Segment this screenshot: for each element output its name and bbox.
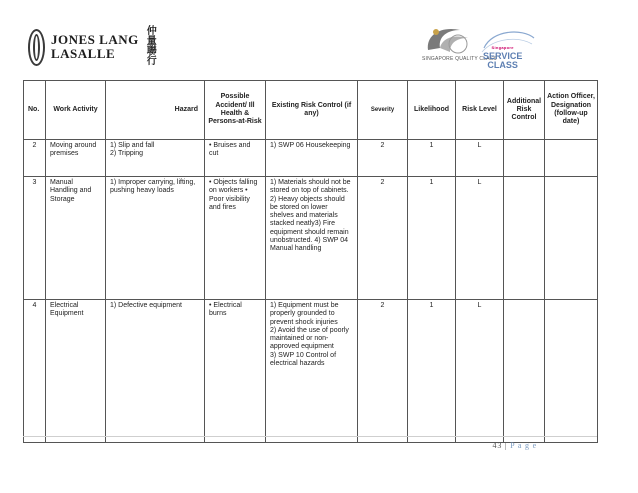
cell-no: 3 [24,177,46,300]
cell-no: 4 [24,300,46,443]
cell-control: 1) Materials should not be stored on top of cabinets. 2) Heavy objects should be stored on lower shelves and materials stacked neatly3) Fire equipment should remain unobstructed. 4) SWP 04 Manual handling [266,177,358,300]
col-work-activity: Work Activity [46,81,106,140]
cell-no: 2 [24,140,46,177]
jll-brand-text [51,33,139,61]
quality-class-label: SINGAPORE QUALITY CLASS [422,56,497,62]
cell-control: 1) Equipment must be properly grounded to prevent shock injuries 2) Avoid the use of poorly maintained or non-approved equipment 3) SWP 10 Control of electrical hazards [266,300,358,443]
service-small-label: Singapore [491,45,514,50]
col-no: No. [24,81,46,140]
page-footer [493,441,537,450]
col-hazard: Hazard [106,81,205,140]
service-line1: SERVICE [483,51,523,61]
cell-activity: Moving around premises [46,140,106,177]
cell-accident: • Bruises and cut [205,140,266,177]
cell-action [545,140,598,177]
service-line2: CLASS [487,60,518,70]
table-row [24,300,598,443]
jll-cjk-text: 仲量聯行 [146,26,157,67]
cell-risk-level: L [456,300,504,443]
cell-activity: Manual Handling and Storage [46,177,106,300]
cell-control: 1) SWP 06 Housekeeping [266,140,358,177]
cell-risk-level: L [456,140,504,177]
footer-separator: | [504,441,511,450]
cell-severity: 2 [358,140,408,177]
jll-ring-icon [28,29,45,66]
cell-likelihood: 1 [408,177,456,300]
quality-logos [420,20,540,75]
cell-hazard: 1) Defective equipment [106,300,205,443]
table-row [24,177,598,300]
cell-action [545,177,598,300]
cell-additional [504,177,545,300]
risk-assessment-table [23,80,598,443]
jll-logo [28,27,157,67]
cell-hazard: 1) Improper carrying, lifting, pushing heavy loads [106,177,205,300]
cell-likelihood: 1 [408,140,456,177]
cell-activity: Electrical Equipment [46,300,106,443]
table-header-row [24,81,598,140]
cell-hazard: 1) Slip and fall 2) Tripping [106,140,205,177]
page-number: 43 [492,441,503,450]
col-likelihood: Likelihood [408,81,456,140]
cell-accident: • Objects falling on workers • Poor visibility and fires [205,177,266,300]
cell-additional [504,140,545,177]
col-existing-control: Existing Risk Control (if any) [266,81,358,140]
table-row [24,140,598,177]
cell-risk-level: L [456,177,504,300]
cell-severity: 2 [358,177,408,300]
cell-action [545,300,598,443]
cell-severity: 2 [358,300,408,443]
cell-accident: • Electrical burns [205,300,266,443]
col-severity: Severity [358,81,408,140]
page-label: P a g e [510,441,537,450]
col-possible-accident: Possible Accident/ Ill Health & Persons-at-Risk [205,81,266,140]
col-action-officer: Action Officer, Designation (follow-up date) [545,81,598,140]
jll-brand-line1: JONES LANG [51,32,139,47]
jll-brand-line2: LASALLE [51,46,116,61]
cell-additional [504,300,545,443]
service-class-text [483,43,522,70]
cell-likelihood: 1 [408,300,456,443]
col-risk-level: Risk Level [456,81,504,140]
col-additional-control: Additional Risk Control [504,81,545,140]
singapore-quality-class-icon [420,20,480,60]
footer-divider [23,436,597,437]
